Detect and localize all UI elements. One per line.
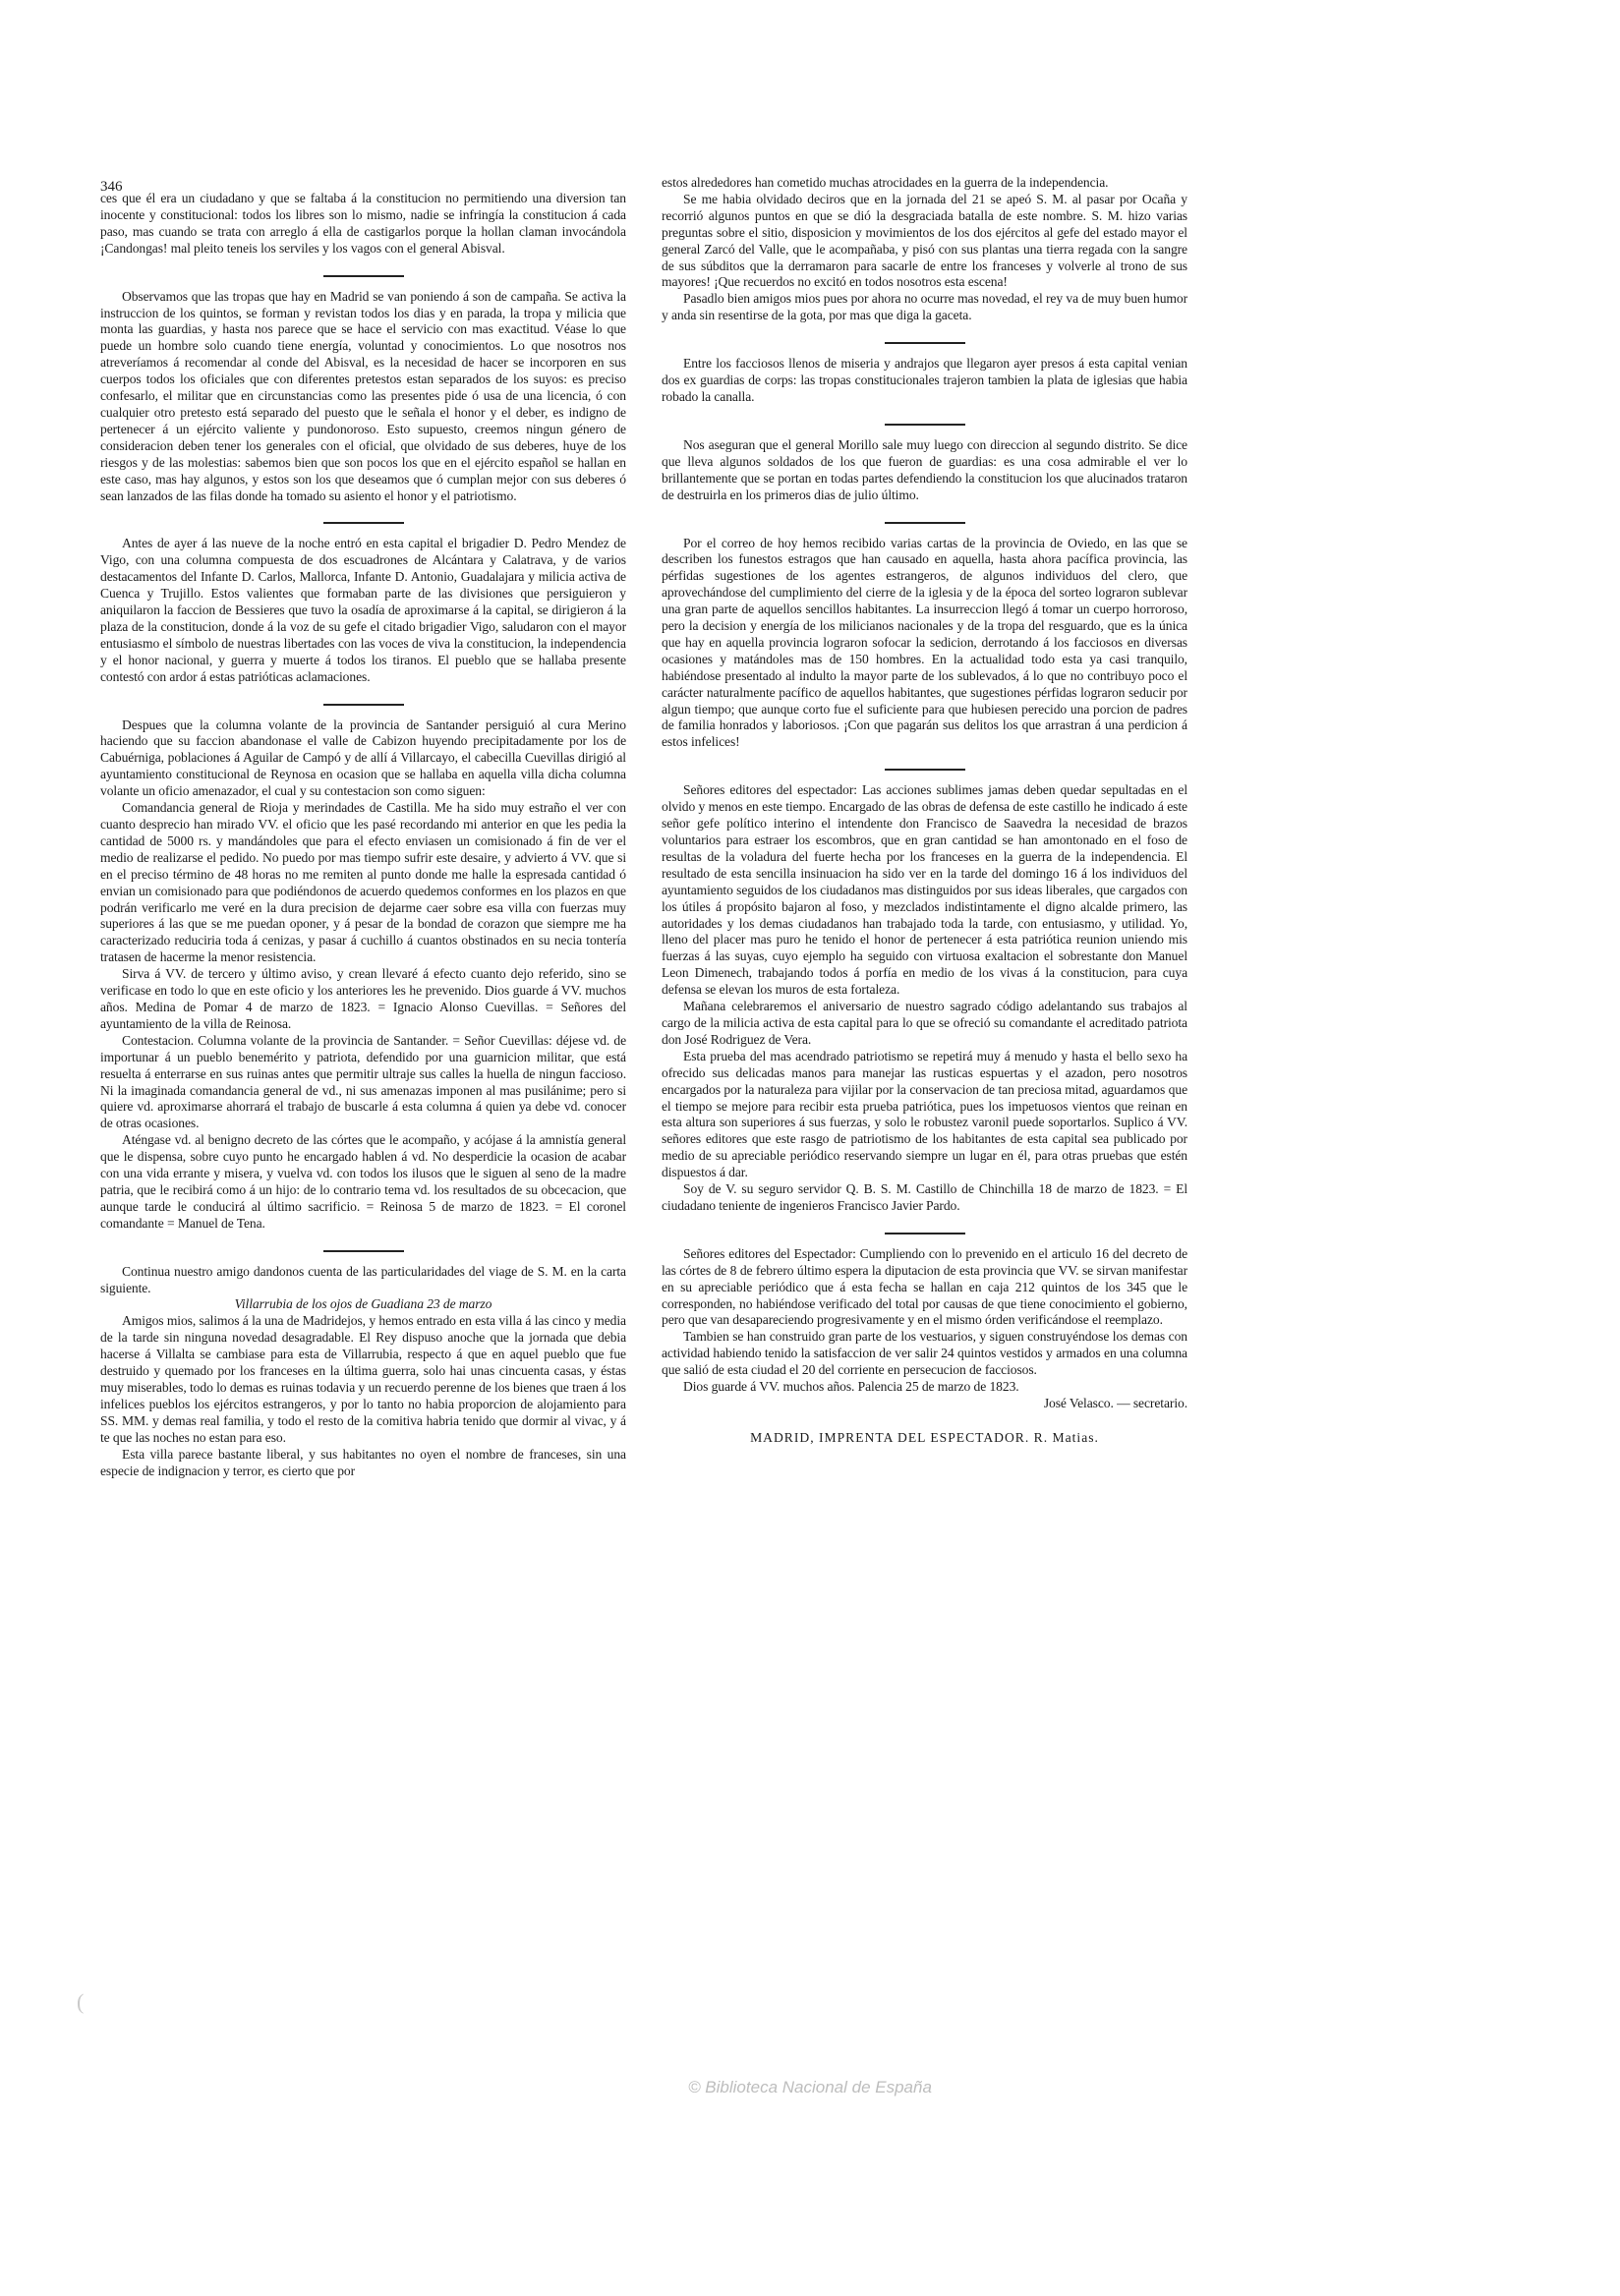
library-watermark: © Biblioteca Nacional de España [688, 2078, 932, 2096]
article-paragraph: Entre los facciosos llenos de miseria y andrajos que llegaron ayer presos á esta capital venian dos ex guardias de corps: las tropas constitucionales trajeron tambien la plata de iglesias que habia robado la canalla. [662, 356, 1187, 404]
article-paragraph: Contestacion. Columna volante de la provincia de Santander. = Señor Cuevillas: déjese vd. de importunar á un pueblo benemérito y patriota, defendido por una guarnicion militar, que está resuelta á enterrarse en sus ruinas antes que permitir ultraje sus calles la huella de ningun faccioso. Ni la imaginada comandancia general de vd., ni sus amenazas imponen al mas pusilánime; pero si quiere vd. aproximarse ahorrará el trabajo de buscarle á esta columna á quien ya debe vd. conocer de otras ocasiones. [100, 1032, 626, 1131]
imprint-line: MADRID, IMPRENTA DEL ESPECTADOR. R. Matias. [750, 1429, 1099, 1445]
article-paragraph: Se me habia olvidado deciros que en la jornada del 21 se apeó S. M. al pasar por Ocaña y recorrió algunos puntos en que se dió la desgraciada batalla de este nombre. S. M. hizo varias preguntas sobre el sitio, disposicion y movimientos de los dos ejércitos al gefe del estado mayor el general Zarcó del Valle, que le acompañaba, y pisó con sus plantas una tierra regada con la sangre de sus súbditos que la derramaron para sacarle de entre los franceses y volverle al trono de sus mayores! ¡Que recuerdos no excitó en todos nosotros esta escena! [662, 191, 1187, 290]
article-paragraph: Esta prueba del mas acendrado patriotismo se repetirá muy á menudo y hasta el bello sexo ha ofrecido sus delicadas manos para manejar las rusticas espuertas y el azadon, pero nosotros encargados por la naturaleza para vijilar por la conservacion de tan preciosa mitad, aguardamos que el tiempo se mejore para recibir esta prueba patriótica, pues los impetuosos vientos que reinan en esta altura son superiores á sus fuerzas, y solo le robustez varonil puede soportarlos. Suplico á VV. señores editores que este rasgo de patriotismo de los habitantes de esta capital sea publicado por medio de su apreciable periódico reservando siempre un lugar en él, para otras pruebas que estén dispuestos á dar. [662, 1048, 1187, 1180]
margin-mark: ( [77, 1989, 85, 2014]
article-paragraph: ces que él era un ciudadano y que se faltaba á la constitucion no permitiendo una diversion tan inocente y constitucional: todos los libres son lo mismo, nadie se infringía la constitucion á cada paso, mas cuando se trata con arreglo á ella de castigarlos porque la hollan claman invocándola ¡Candongas! mal pleito teneis los serviles y los vagos con el general Abisval. [100, 191, 626, 256]
section-divider [323, 522, 404, 524]
article-paragraph: Pasadlo bien amigos mios pues por ahora no ocurre mas novedad, el rey va de muy buen humor y anda sin resentirse de la gota, por mas que diga la gaceta. [662, 291, 1187, 323]
section-divider [885, 769, 965, 771]
article-paragraph: Observamos que las tropas que hay en Madrid se van poniendo á son de campaña. Se activa la instruccion de los quintos, se forman y revistan todos los dias y en parada, la tropa y milicia que monta las guardias, y hasta nos parece que se hace el servicio con mas exactitud. Véase lo que puede un hombre solo cuando tiene energía, voluntad y conocimientos. Lo que nosotros nos atreveríamos á recomendar al conde del Abisval, es la necesidad de hacer se incorporen en sus cuerpos todos los oficiales que con diferentes pretestos estan separados de los suyos: es preciso confesarlo, el militar que en circunstancias como las presentes pide ó usa de una licencia, ó con cualquier otro pretesto está separado del puesto que le señala el honor y el deber, es indigno de pertenecer á un ejército valiente y pundonoroso. Esto supuesto, creemos ningun género de consideracion deben tener los generales con el oficial, que olvidado de sus deberes, huye de los riesgos y de las molestias: sabemos bien que son pocos los que en el ejército español se hallan en este caso, mas hay algunos, y estos son los que deseamos que ó cumplan mejor con sus deberes ó sean lanzados de las filas donde ha tomado su asiento el honor y el patriotismo. [100, 288, 626, 503]
article-paragraph: Soy de V. su seguro servidor Q. B. S. M. Castillo de Chinchilla 18 de marzo de 1823. = El ciudadano teniente de ingenieros Francisco Javier Pardo. [662, 1181, 1187, 1213]
article-paragraph: Aténgase vd. al benigno decreto de las córtes que le acompaño, y acójase á la amnistía general que le dispensa, sobre cuyo punto he encargado hablen á vd. No desperdicie la ocasion de acabar con una vida errante y misera, y vuelva vd. con todos los ilusos que le siguen al seno de la madre patria, que le recibirá como á un hijo: de lo contrario tema vd. los resultados de su obcecacion, que aunque tarde le conducirá al último sacrificio. = Reinosa 5 de marzo de 1823. = El coronel comandante = Manuel de Tena. [100, 1132, 626, 1231]
section-divider [885, 1233, 965, 1234]
article-paragraph: estos alrededores han cometido muchas atrocidades en la guerra de la independencia. [662, 175, 1109, 190]
article-paragraph: Sirva á VV. de tercero y último aviso, y crean llevaré á efecto cuanto dejo referido, sino se verificase en todo lo que en este oficio y los anteriores les he prevenido. Dios guarde á VV. muchos años. Medina de Pomar 4 de marzo de 1823. = Ignacio Alonso Cuevillas. = Señores del ayuntamiento de la villa de Reinosa. [100, 966, 626, 1031]
article-paragraph: Señores editores del Espectador: Cumpliendo con lo prevenido en el articulo 16 del decreto de las córtes de 8 de febrero último espera la diputacion de esta provincia que VV. se sirvan manifestar en su apreciable periódico que á esta fecha se hallan en caja 212 quintos de los 345 que le corresponden, no habiéndose verificado del total por causas de que tiene conocimiento el gobierno, pero que van desapareciendo progresivamente y en el mismo órden verificándose el reemplazo. [662, 1245, 1187, 1328]
article-paragraph: Por el correo de hoy hemos recibido varias cartas de la provincia de Oviedo, en las que se describen los funestos estragos que han causado en aquella, hasta ahora pacífica provincia, las pérfidas sugestiones de los agentes estrangeros, de algunos individuos del clero, que aprovechándose del cumplimiento del cierre de la iglesia y de la época del sorteo lograron sublevar una gran parte de aquellos sencillos habitantes. La insurreccion llegó á tomar un cuerpo horroroso, pero la decision y energía de los milicianos nacionales y de la tropa del resguardo, que es la única que hay en aquella provincia lograron sofocar la sedicion, derrotando á los facciosos en diversas ocasiones y matándoles mas de 150 hombres. En la actualidad todo esta ya casi tranquilo, habiéndose presentado al indulto la mayor parte de los sublevados, á lo que no contribuyo poco el carácter naturalmente pacífico de aquellos habitantes, que sugestiones pérfidas lograron seducir por algun tiempo; que aunque corto fue el suficiente para que hubiesen perecido una porcion de padres de familia honrados y laboriosos. ¡Con que pagarán sus delitos los que arrastran á una perdicion á estos infelices! [662, 535, 1187, 750]
section-divider [885, 424, 965, 426]
article-paragraph: Continua nuestro amigo dandonos cuenta de las particularidades del viage de S. M. en la carta siguiente. [100, 1263, 626, 1295]
signature-line: José Velasco. — secretario. [1043, 1396, 1187, 1410]
article-paragraph: Tambien se han construido gran parte de los vestuarios, y siguen construyéndose los demas con actividad habiendo tenido la satisfaccion de ver salir 24 quintos vestidos y armados en una columna que salió de esta ciudad el 20 del corriente en persecucion de facciosos. [662, 1329, 1187, 1378]
article-paragraph: Despues que la columna volante de la provincia de Santander persiguió al cura Merino haciendo que su faccion abandonase el valle de Cabizon huyendo precipitadamente por los de Cabuérniga, poblaciones á Aguilar de Campó y de allí á Villarcayo, el cabecilla Cuevillas dirigió al ayuntamiento constitucional de Reynosa en ocasion que se hallaba en aquella villa dicha columna volante un oficio amenazador, el cual y su contestacion son como siguen: [100, 717, 626, 799]
page-number: 346 [100, 179, 123, 195]
article-paragraph: Antes de ayer á las nueve de la noche entró en esta capital el brigadier D. Pedro Mendez de Vigo, con una columna compuesta de dos escuadrones de Alcántara y Calatrava, y de varios destacamentos del Infante D. Carlos, Mallorca, Infante D. Antonio, Guadalajara y milicia activa de Cuenca y Trujillo. Estos valientes que formaban parte de las divisiones que persiguieron y aniquilaron la faccion de Bessieres que tuvo la osadía de aproximarse á la capital, se dirigieron á la plaza de la constitucion, donde á la voz de su gefe el citado brigadier Vigo, saludaron con el mayor entusiasmo el símbolo de nuestras libertades con las voces de viva la constitucion, la independencia y el honor nacional, y guerra y muerte á todos los tiranos. El pueblo que se hallaba presente contestó con ardor á estas patrióticas aclamaciones. [100, 536, 626, 684]
article-paragraph: Amigos mios, salimos á la una de Madridejos, y hemos entrado en esta villa á las cinco y media de la tarde sin ninguna novedad desagradable. El Rey dispuso anoche que la jornada que debia hacerse á Villalta se cambiase para esta de Villarrubia, respecto á que en aquel pueblo que fue destruido y quemado por los franceses en la última guerra, solo hai unas cincuenta casas, y éstas muy miserables, todo lo demas es ruinas todavia y un recuerdo perenne de los bienes que traen á los infelices pueblos los ejércitos estrangeros, y por lo tanto no habia proporcion de alojamiento para SS. MM. y demas real familia, y todo el resto de la comitiva habria tenido que dormir al vivac, y á te que las noches no estan para eso. [100, 1313, 626, 1445]
section-divider [323, 275, 404, 277]
letter-dateline: Villarrubia de los ojos de Guadiana 23 de marzo [234, 1296, 492, 1312]
right-column [662, 175, 1187, 1447]
article-paragraph: Dios guarde á VV. muchos años. Palencia 25 de marzo de 1823. [683, 1379, 1019, 1395]
section-divider [885, 342, 965, 344]
article-paragraph: Señores editores del espectador: Las acciones sublimes jamas deben quedar sepultadas en el olvido y menos en este tiempo. Encargado de las obras de defensa de este castillo he indicado á este señor gefe político interino el intendente don Francisco de Saavedra la necesidad de brazos voluntarios para estraer los escombros, que en gran cantidad se han amontonado en el foso de resultas de la voladura del fuerte hecha por los franceses en la guerra de la independencia. El resultado de esta sencilla insinuacion ha sido ver en la tarde del domingo 16 á los individuos del ayuntamiento seguidos de los ciudadanos mas distinguidos por sus ideas liberales, que cargados con los útiles á propósito bajaron al foso, y mezclados indistintamente el digno alcalde primero, las autoridades y los demas ciudadanos han trabajado toda la tarde, con entusiasmo, y utilidad. Yo, lleno del placer mas puro he tenido el honor de pertenecer á esta patriótica reunion uniendo mis fuerzas á las suyas, cuyo ejemplo ha seguido con virtuosa exaltacion el sobrestante don Manuel Leon Dimenech, trabajando todos á porfía en medio de los vivas á la constitucion, para cuya defensa se elevan los muros de esta fortaleza. [662, 782, 1187, 998]
left-column [100, 175, 626, 1479]
section-divider [323, 1250, 404, 1252]
article-paragraph: Comandancia general de Rioja y merindades de Castilla. Me ha sido muy estraño el ver con cuanto desprecio han mirado VV. el oficio que les pasé recordando mi anterior en que les pedia la cantidad de 5000 rs. y mandándoles que para el efecto enviasen un comisionado á fin de ver el medio de realizarse el pedido. No puedo por mas tiempo sufrir este desaire, y advierto á VV. que si en el preciso término de 48 horas no me remiten al punto donde me halle la espresada cantidad ó envian un comisionado para que podiéndonos de acuerdo quedemos conformes en los plazos en que podrán verificarlo me veré en la dura precision de dejarme caer sobre esa villa con fuerzas muy superiores á las que se me puedan oponer, y á pesar de la bondad de corazon que siempre me ha caracterizado reduciria toda á cenizas, y pasar á cuchillo á cuantos obstinados en su necia tontería tratasen de hacerme la menor resistencia. [100, 800, 626, 965]
article-paragraph: Esta villa parece bastante liberal, y sus habitantes no oyen el nombre de franceses, sin una especie de indignacion y terror, es cierto que por [100, 1446, 626, 1478]
section-divider [885, 522, 965, 524]
section-divider [323, 704, 404, 706]
article-paragraph: Mañana celebraremos el aniversario de nuestro sagrado código adelantando sus trabajos al cargo de la milicia activa de esta capital para lo que se ofreció su comandante el acreditado patriota don José Rodriguez de Vera. [662, 999, 1187, 1047]
article-paragraph: Nos aseguran que el general Morillo sale muy luego con direccion al segundo distrito. Se dice que lleva algunos soldados de los que fueron de guardias: es una cosa admirable el ver lo brillantemente que se portan en todas partes defendiendo la constitucion los que alucinados trataron de destruirla en los primeros dias de julio último. [662, 436, 1187, 502]
